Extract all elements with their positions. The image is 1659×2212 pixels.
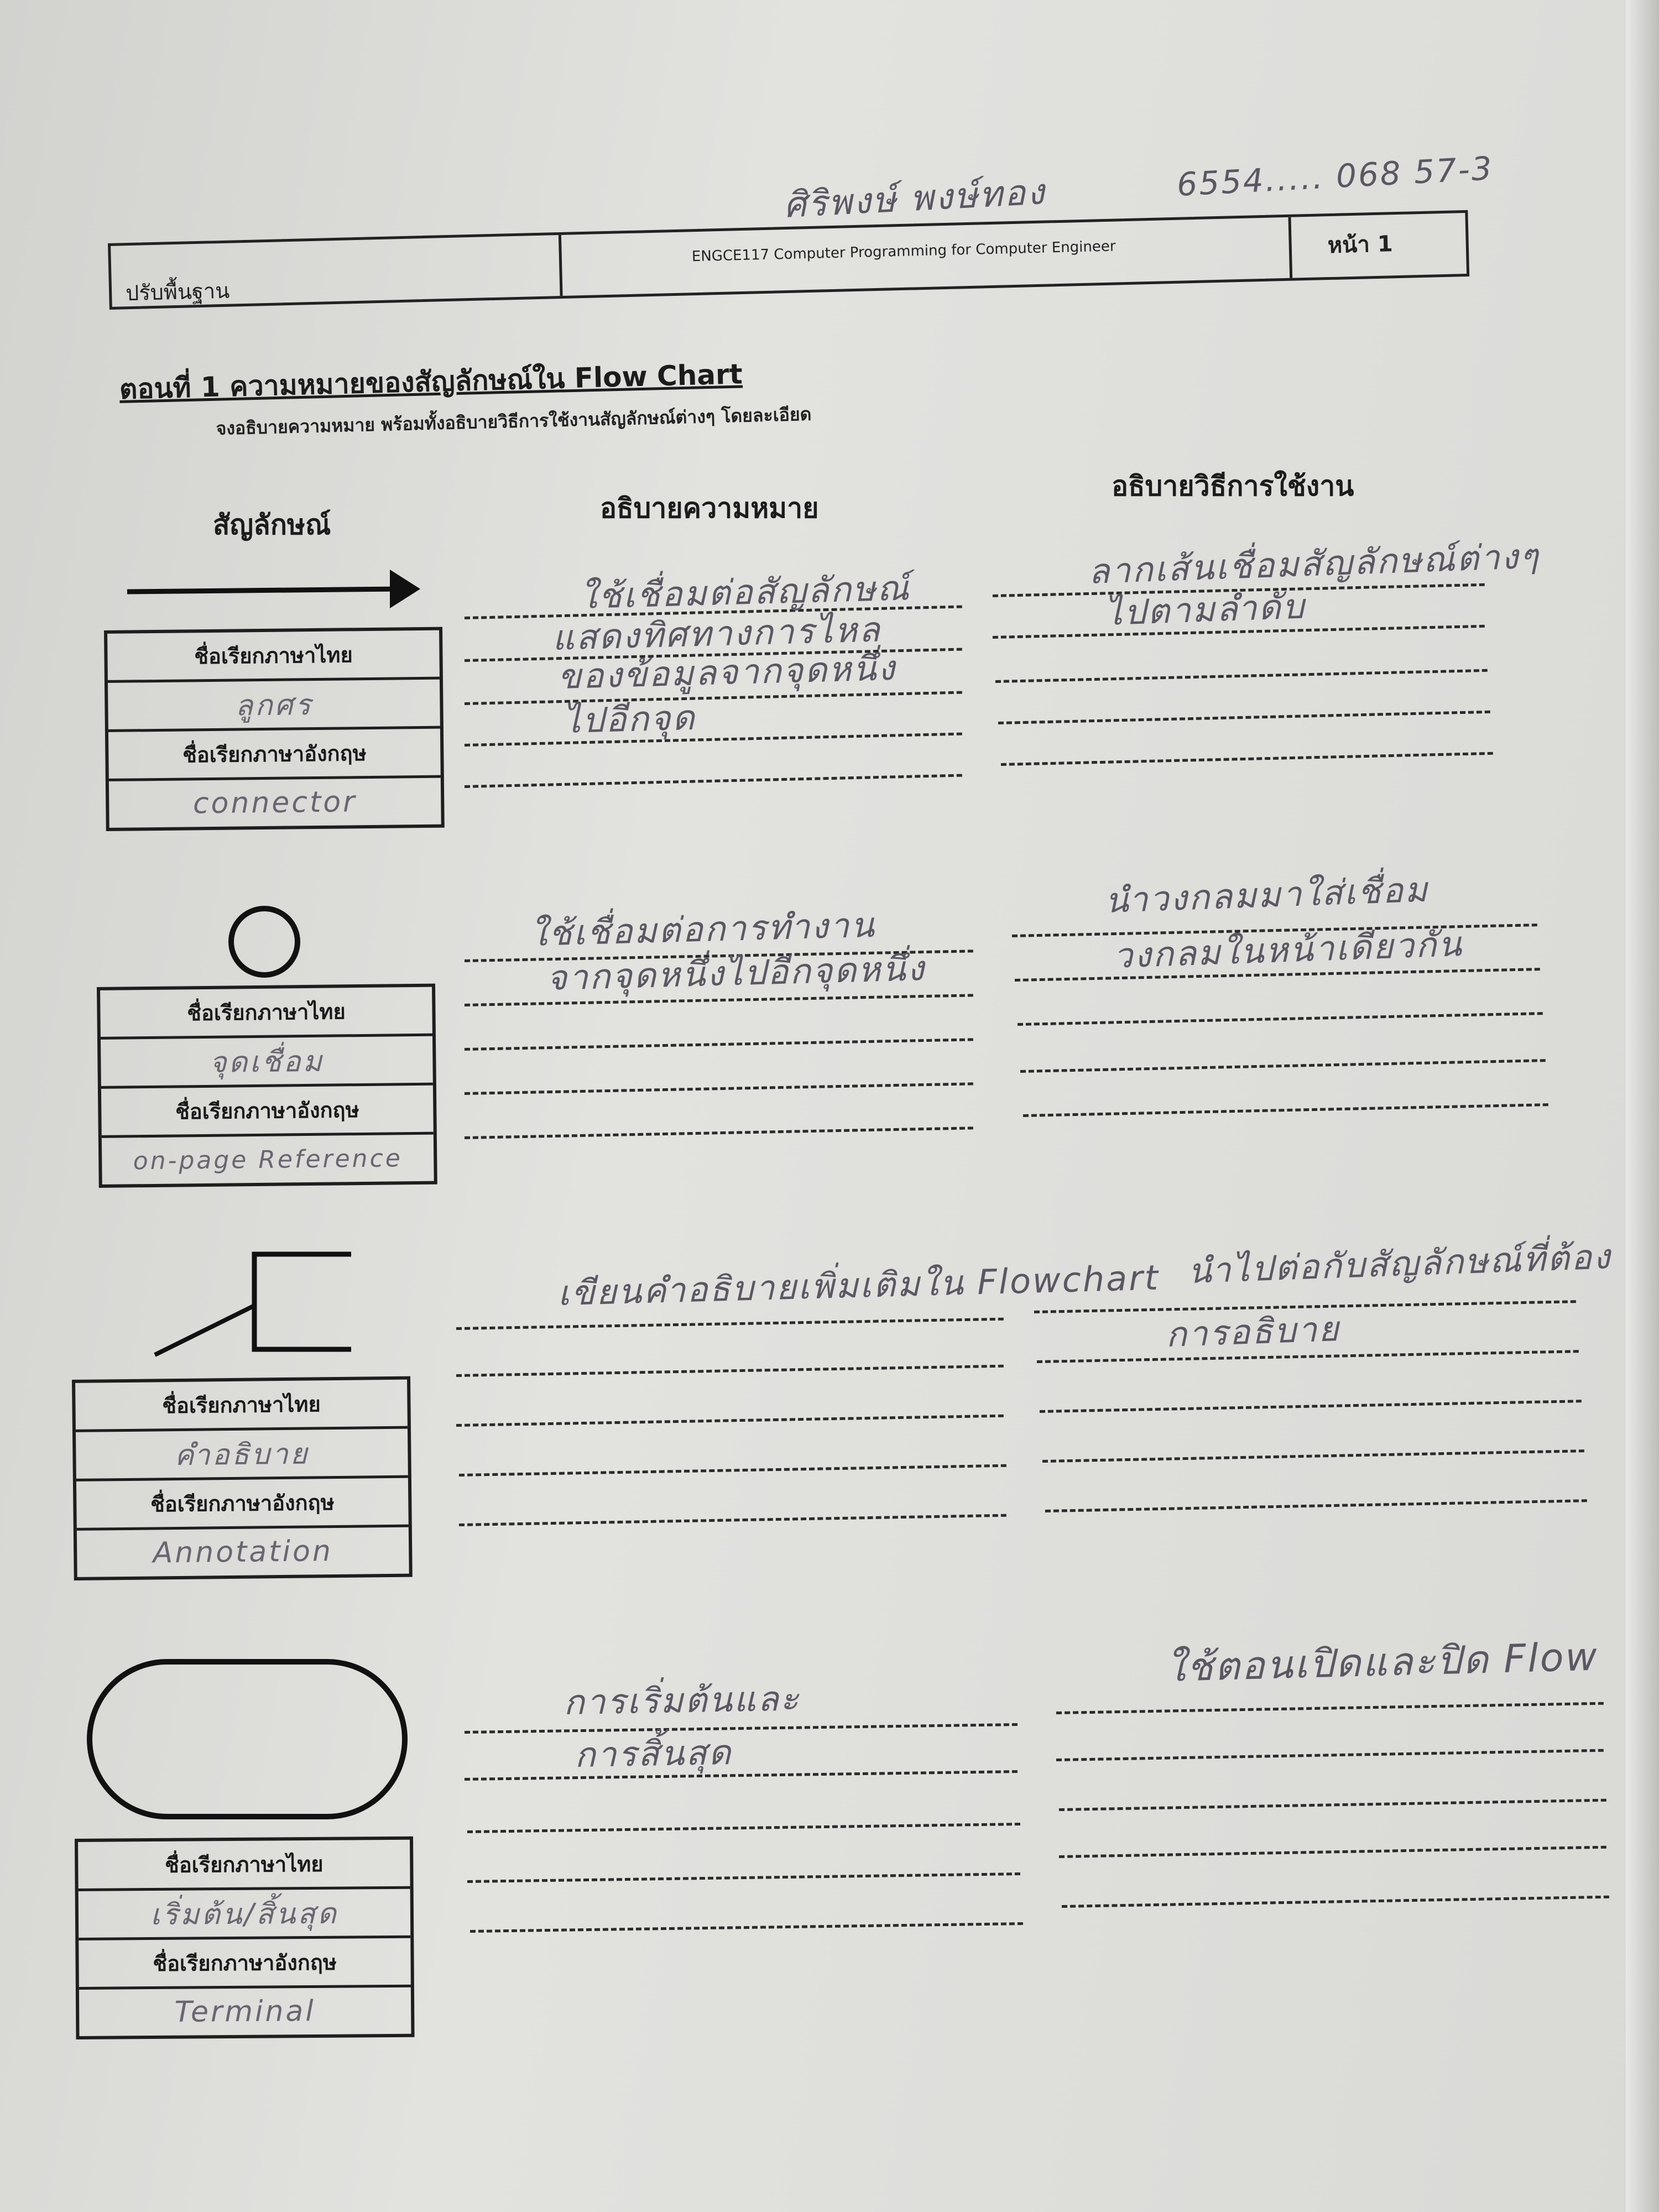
annotation-symbol — [149, 1244, 359, 1360]
thai-name-label: ชื่อเรียกภาษาไทย — [162, 1391, 321, 1418]
header-page-number: หน้า 1 — [1327, 231, 1394, 259]
column-header-meaning: อธิบายความหมาย — [600, 492, 819, 524]
english-name-label: ชื่อเรียกภาษาอังกฤษ — [182, 740, 367, 768]
section-instruction: จงอธิบายความหมาย พร้อมทั้งอธิบายวิธีการใช้งานสัญลักษณ์ต่างๆ โดยละเอียด — [216, 403, 812, 439]
namebox-arrow — [104, 627, 445, 831]
namebox-circle — [97, 984, 437, 1188]
namebox-terminal — [75, 1837, 415, 2039]
header-course-label: ปรับพื้นฐาน — [125, 278, 230, 306]
english-name-label: ชื่อเรียกภาษาอังกฤษ — [175, 1097, 359, 1124]
thai-name-answer: คำอธิบาย — [174, 1437, 310, 1472]
student-id: 6554..... 068 57-3 — [1176, 149, 1495, 204]
meaning-text: ของข้อมูลจากจุดหนึ่ง — [557, 648, 897, 697]
meaning-text: ไปอีกจุด — [562, 697, 697, 742]
thai-name-label: ชื่อเรียกภาษาไทย — [164, 1851, 324, 1877]
usage-text: นำวงกลมมาใส่เชื่อม — [1104, 869, 1430, 921]
meaning-text: ใช้เชื่อมต่อสัญลักษณ์ — [579, 567, 911, 617]
meaning-text: แสดงทิศทางการไหล — [551, 609, 882, 659]
thai-name-answer: จุดเชื่อม — [209, 1045, 325, 1079]
meaning-text: การเริ่มต้นและ — [563, 1678, 801, 1723]
meaning-text: เขียนคำอธิบายเพิ่มเติมใน Flowchart — [557, 1257, 1160, 1314]
usage-text: การอธิบาย — [1165, 1308, 1341, 1355]
namebox-annotation — [72, 1376, 413, 1580]
english-name-label: ชื่อเรียกภาษาอังกฤษ — [150, 1490, 335, 1517]
usage-text: ไปตามลำดับ — [1104, 586, 1307, 634]
english-name-answer: on-page Reference — [133, 1144, 403, 1175]
terminal-symbol — [83, 1653, 415, 1830]
english-name-answer: connector — [192, 785, 357, 821]
english-name-answer: Terminal — [174, 1994, 316, 2029]
english-name-answer: Annotation — [153, 1535, 333, 1570]
thai-name-answer: เริ่มต้น/สิ้นสุด — [150, 1897, 338, 1932]
column-header-usage: อธิบายวิธีการใช้งาน — [1112, 470, 1354, 502]
thai-name-label: ชื่อเรียกภาษาไทย — [194, 642, 353, 669]
meaning-text: ใช้เชื่อมต่อการทำงาน — [529, 904, 877, 954]
meaning-text: การสิ้นสุด — [574, 1732, 733, 1776]
section-title: ตอนที่ 1 ความหมายของสัญลักษณ์ใน Flow Chart — [119, 358, 743, 405]
usage-text: วงกลมในหน้าเดียวกัน — [1112, 923, 1464, 977]
english-name-label: ชื่อเรียกภาษาอังกฤษ — [153, 1950, 337, 1976]
circle-symbol — [221, 899, 310, 987]
thai-name-label: ชื่อเรียกภาษาไทย — [187, 999, 346, 1025]
usage-text: นำไปต่อกับสัญลักษณ์ที่ต้อง — [1187, 1236, 1613, 1292]
meaning-text: จากจุดหนึ่งไปอีกจุดหนึ่ง — [546, 948, 926, 999]
thai-name-answer: ลูกศร — [234, 688, 313, 723]
header-course-title: ENGCE117 Computer Programming for Computer Engineer — [691, 238, 1116, 265]
usage-text: ใช้ตอนเปิดและปิด Flow — [1165, 1634, 1599, 1691]
usage-text: ลากเส้นเชื่อมสัญลักษณ์ต่างๆ — [1087, 535, 1541, 592]
page-edge — [1626, 0, 1659, 2212]
arrow-symbol — [124, 556, 423, 617]
column-header-symbol: สัญลักษณ์ — [213, 509, 331, 541]
student-name: ศิริพงษ์ พงษ์ทอง — [782, 171, 1047, 227]
